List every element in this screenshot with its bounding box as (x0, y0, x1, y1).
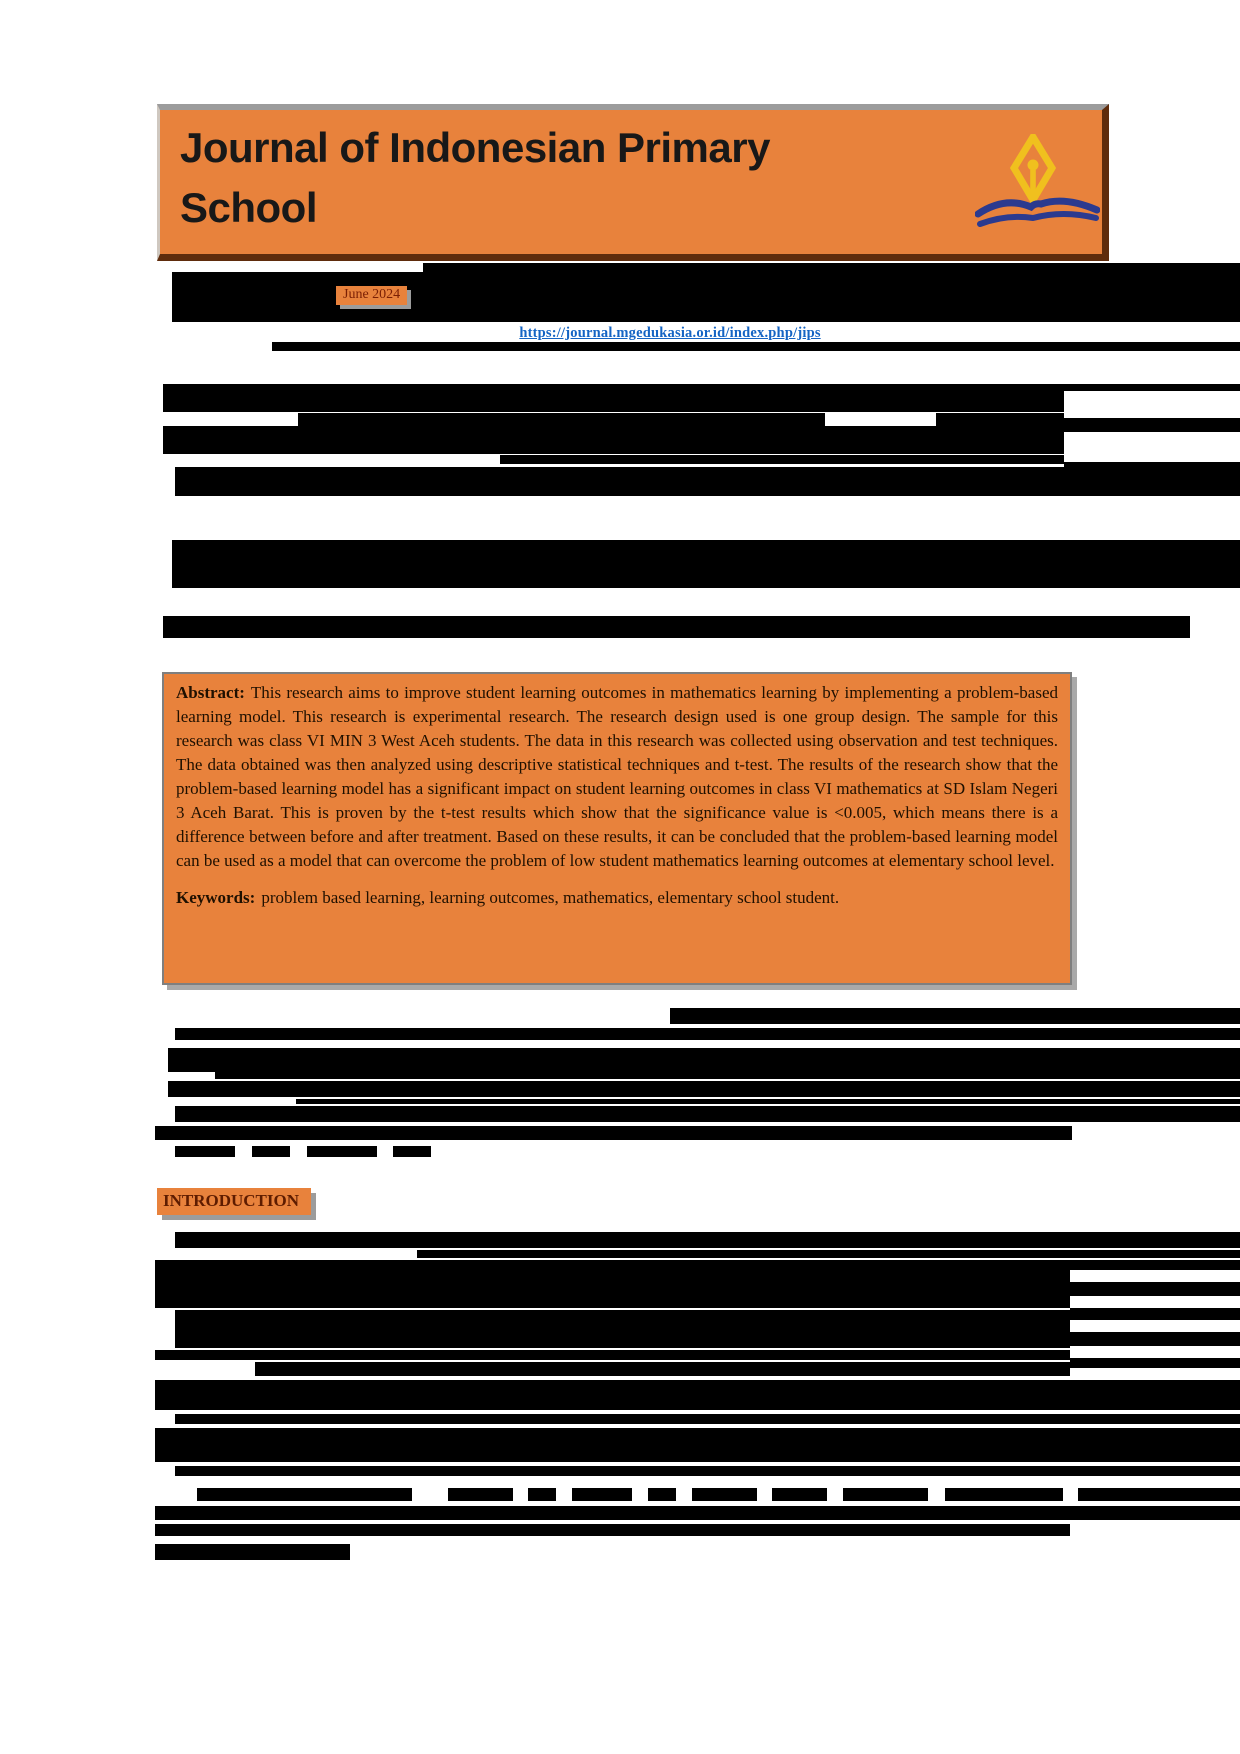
redaction-bar (172, 272, 1240, 322)
redaction-bar (175, 467, 1240, 496)
redaction-bar (1070, 1282, 1240, 1296)
redaction-bar (163, 616, 1190, 638)
redaction-bar (296, 1099, 1240, 1104)
redaction-bar (172, 540, 1240, 588)
redaction-bar (175, 1146, 235, 1157)
redaction-bar (175, 1310, 1070, 1348)
redaction-bar (772, 1488, 827, 1501)
redaction-bar (155, 1524, 1070, 1536)
redaction-bar (1070, 1260, 1240, 1270)
journal-title-line1: Journal of Indonesian Primary (180, 124, 770, 171)
redaction-bar (307, 1146, 377, 1157)
redaction-bar (155, 1260, 1070, 1308)
journal-title (180, 118, 1102, 238)
keywords-text: problem based learning, learning outcomes, mathematics, elementary school student. (261, 888, 840, 907)
journal-header (157, 104, 1109, 261)
redaction-bar (1078, 1488, 1240, 1501)
redaction-bar (945, 1488, 1063, 1501)
journal-url-line (380, 324, 960, 342)
redaction-bar (1064, 418, 1240, 432)
abstract-box (162, 672, 1072, 985)
redaction-bar (1070, 1308, 1240, 1320)
redaction-bar (528, 1488, 556, 1501)
redaction-bar (255, 1362, 1070, 1376)
redaction-bar (692, 1488, 757, 1501)
redaction-bar (155, 1126, 1072, 1140)
redaction-bar (155, 1428, 1240, 1462)
redaction-bar (155, 1350, 1070, 1360)
redaction-bar (843, 1488, 928, 1501)
issue-date-badge: June 2024 (336, 286, 407, 305)
redaction-bar (197, 1488, 412, 1501)
redaction-bar (417, 1250, 1240, 1258)
redaction-bar (175, 1106, 1240, 1122)
abstract-label: Abstract: (176, 683, 245, 702)
redaction-bar (448, 1488, 513, 1501)
journal-title-line2: School (180, 184, 318, 231)
redaction-bar (648, 1488, 676, 1501)
redaction-bar (298, 413, 825, 426)
redaction-bar (163, 426, 1064, 454)
redaction-bar (155, 1544, 350, 1560)
abstract-paragraph (176, 681, 1058, 873)
redaction-bar (252, 1146, 290, 1157)
redaction-bar (572, 1488, 632, 1501)
redaction-bar (155, 1506, 1240, 1520)
redaction-bar (1070, 1332, 1240, 1346)
redaction-bar (163, 384, 1064, 412)
redaction-bar (215, 1072, 1240, 1079)
journal-url-link[interactable]: https://journal.mgedukasia.or.id/index.php/jips (519, 325, 821, 341)
redaction-bar (1064, 384, 1240, 391)
redaction-bar (393, 1146, 431, 1157)
redaction-bar (272, 342, 1240, 351)
keywords-line (176, 886, 1058, 910)
redaction-bar (1070, 1358, 1240, 1368)
redaction-bar (155, 1380, 1240, 1410)
redaction-bar (500, 455, 1064, 464)
redaction-bar (168, 1048, 1240, 1072)
redaction-bar (175, 1414, 1240, 1424)
abstract-text: This research aims to improve student learning outcomes in mathematics learning by implementing a problem-based learning model. This research is experimental research. The research design used is one group design. The sample for this research was class VI MIN 3 West Aceh students. The data in this research was collected using observation and test techniques. The data obtained was then analyzed using descriptive statistical techniques and t-test. The results of the research show that the problem-based learning model has a significant impact on student learning outcomes in class VI mathematics at SD Islam Negeri 3 Aceh Barat. This is proven by the t-test results which show that the significance value is <0.005, which means there is a difference between before and after treatment. Based on these results, it can be concluded that the problem-based learning model can be used as a model that can overcome the problem of low student mathematics learning outcomes at elementary school level. (176, 683, 1058, 870)
keywords-label: Keywords: (176, 888, 256, 907)
redaction-bar (175, 1466, 1240, 1476)
pen-book-logo-icon (975, 134, 1100, 232)
redaction-bar (670, 1008, 1240, 1024)
redaction-bar (936, 413, 1064, 426)
introduction-heading: INTRODUCTION (157, 1188, 311, 1215)
redaction-bar (168, 1081, 1240, 1097)
redaction-bar (175, 1028, 1240, 1040)
redaction-bar (175, 1232, 1240, 1248)
